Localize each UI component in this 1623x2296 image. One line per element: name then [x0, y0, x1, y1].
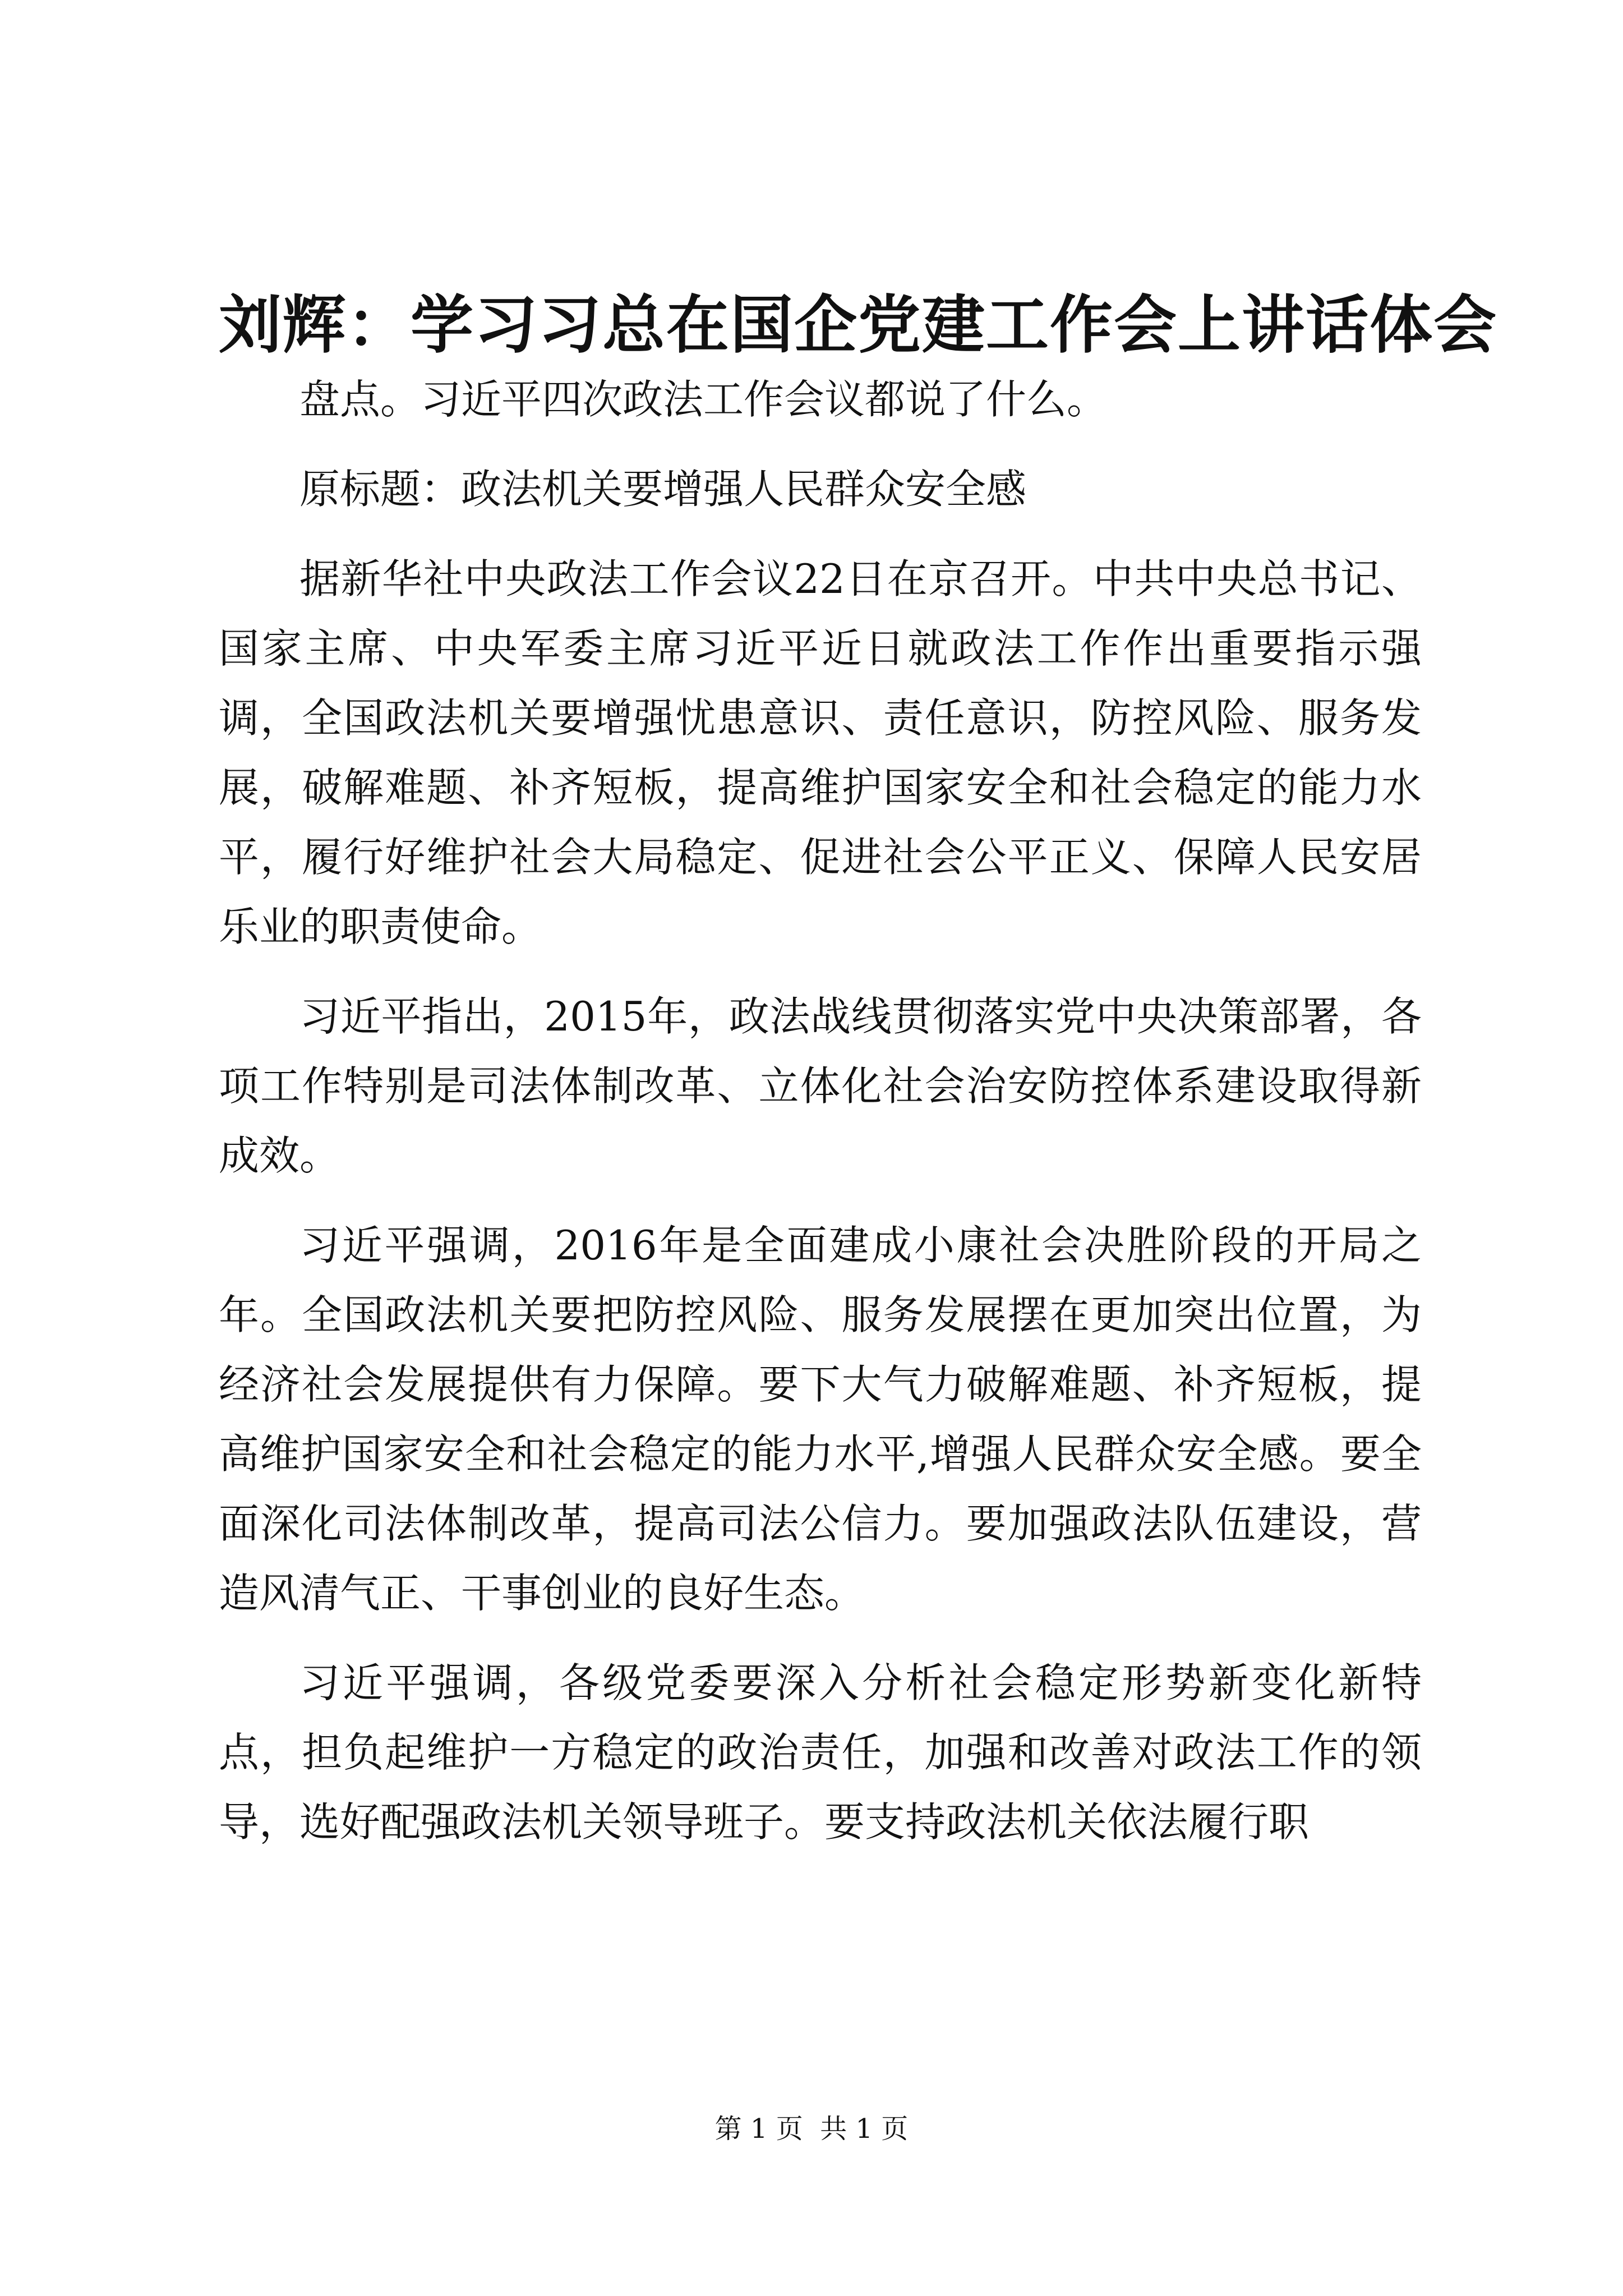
- paragraph-5: 习近平强调，2016年是全面建成小康社会决胜阶段的开局之年。全国政法机关要把防控风险、服务发展摆在更加突出位置，为经济社会发展提供有力保障。要下大气力破解难题、补齐短板，提高维护国家安全和社会稳定的能力水平,增强人民群众安全感。要全面深化司法体制改革，提高司法公信力。要加强政法队伍建设，营造风清气正、干事创业的良好生态。: [219, 1222, 1422, 1617]
- paragraph-3: 据新华社中央政法工作会议22日在京召开。中共中央总书记、国家主席、中央军委主席习近平近日就政法工作作出重要指示强调，全国政法机关要增强忧患意识、责任意识，防控风险、服务发展，破解难题、补齐短板，提高维护国家安全和社会稳定的能力水平，履行好维护社会大局稳定、促进社会公平正义、保障人民安居乐业的职责使命。: [219, 555, 1422, 950]
- paragraph-2: 原标题：政法机关要增强人民群众安全感: [299, 466, 1027, 513]
- paragraph-1: 盘点。习近平四次政法工作会议都说了什么。: [299, 376, 1108, 423]
- paragraph-6: 习近平强调，各级党委要深入分析社会稳定形势新变化新特点，担负起维护一方稳定的政治责任，加强和改善对政法工作的领导，选好配强政法机关领导班子。要支持政法机关依法履行职: [219, 1659, 1422, 1846]
- document-body: [219, 365, 1422, 1877]
- paragraph-4: 习近平指出，2015年，政法战线贯彻落实党中央决策部署，各项工作特别是司法体制改革、立体化社会治安防控体系建设取得新成效。: [219, 993, 1422, 1179]
- document-title: 刘辉：学习习总在国企党建工作会上讲话体会: [219, 288, 1497, 362]
- page-footer: 第 1 页 共 1 页: [714, 2113, 909, 2145]
